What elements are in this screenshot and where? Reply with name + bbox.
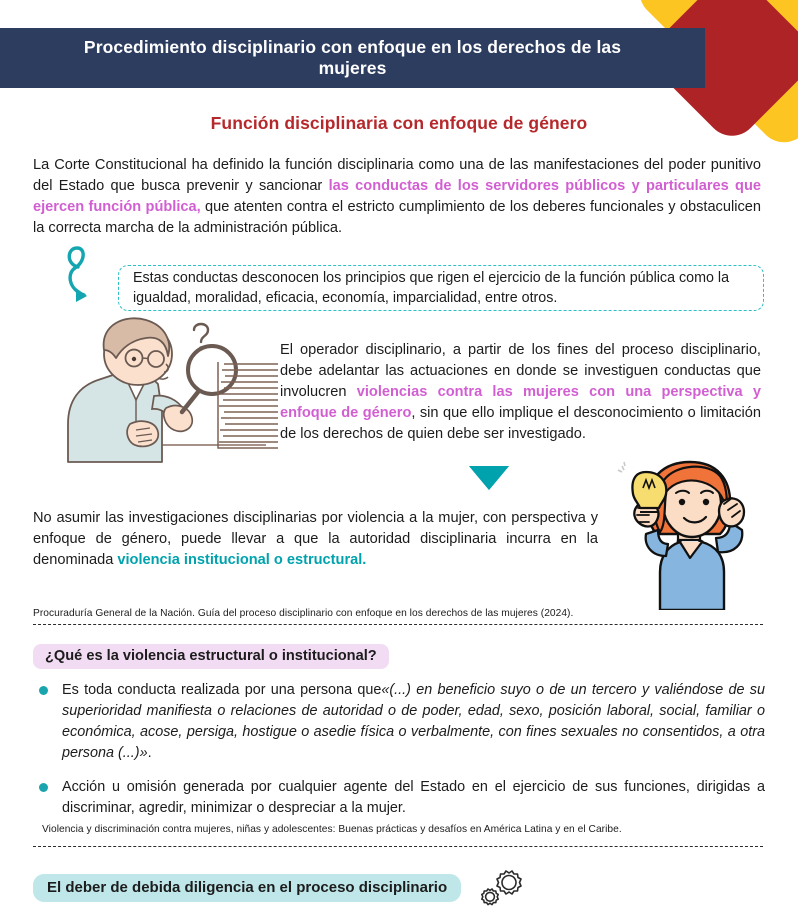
list-item bbox=[33, 680, 765, 764]
bullet-dot-icon bbox=[39, 686, 48, 695]
paragraph-operator bbox=[280, 340, 761, 445]
paragraph-definition bbox=[33, 155, 761, 239]
question-heading: ¿Qué es la violencia estructural o institucional? bbox=[33, 644, 389, 669]
callout-principles bbox=[118, 265, 764, 311]
yellow-diamond-icon bbox=[719, 0, 798, 57]
source-citation-2: Violencia y discriminación contra mujeres, niñas y adolescentes: Buenas prácticas y desafíos en América Latina y en el Caribe. bbox=[42, 824, 622, 835]
callout-text: Estas conductas desconocen los principios que rigen el ejercicio de la función pública como la igualdad, moralidad, eficacia, economía, imparcialidad, entre otros. bbox=[133, 269, 730, 306]
bullet-1-tail: . bbox=[147, 745, 152, 762]
divider-1 bbox=[33, 624, 763, 625]
paragraph-institutional-violence bbox=[33, 508, 598, 571]
chevron-down-icon bbox=[466, 462, 512, 494]
curly-arrow-icon bbox=[60, 243, 122, 311]
paragraph-3-highlight: violencia institucional o estructural. bbox=[117, 552, 367, 568]
bullet-2-lead: Acción u omisión generada por cualquier agente del Estado en el ejercicio de sus funciones, dirigidas a discriminar, agredir, minimizar o despreciar a la mujer. bbox=[62, 779, 765, 817]
list-item-text bbox=[62, 680, 765, 764]
list-item-text bbox=[62, 777, 765, 819]
woman-lightbulb-idea-illustration bbox=[604, 460, 769, 610]
paragraph-1-part-b: que atenten contra el estricto cumplimiento de los deberes funcionales y obstaculicen la correcta marcha de la administración pública. bbox=[33, 199, 761, 236]
section-title: Función disciplinaria con enfoque de género bbox=[210, 113, 588, 133]
bullet-dot-icon bbox=[39, 783, 48, 792]
paragraph-3-part-a: No asumir las investigaciones disciplinarias por violencia a la mujer, con perspectiva y enfoque de género, puede llevar a que la autoridad disciplinaria incurra en la denominada bbox=[33, 510, 598, 568]
header-bar bbox=[0, 28, 705, 88]
paragraph-2-highlight: violencias contra las mujeres con una perspectiva y enfoque de género bbox=[280, 384, 761, 421]
divider-2 bbox=[33, 846, 763, 847]
paragraph-1-highlight: las conductas de los servidores públicos y particulares que ejercen función pública, bbox=[33, 178, 761, 215]
paragraph-2-part-b: , sin que ello implique el desconocimiento o limitación de los derechos de quien debe ser investigado. bbox=[280, 405, 761, 442]
bullet-list bbox=[33, 680, 765, 832]
paragraph-1-part-a: La Corte Constitucional ha definido la función disciplinaria como una de las manifestaciones del poder punitivo del Estado que busca prevenir y sancionar bbox=[33, 157, 761, 194]
page-title: Procedimiento disciplinario con enfoque en los derechos de las mujeres bbox=[83, 36, 622, 78]
gears-icon bbox=[478, 868, 522, 906]
bullet-1-quote: «(...) en beneficio suyo o de un tercero y valiéndose de su superioridad manifiesta o relaciones de autoridad o de poder, edad, sexo, posición laboral, social, familiar o económica, acose, persiga, hostigue o asedie física o verbalmente, con fines sexuales no consentidos, a otra persona (...)» bbox=[62, 682, 765, 762]
paragraph-2-part-a: El operador disciplinario, a partir de los fines del proceso disciplinario, debe adelantar las actuaciones en donde se investiguen conductas que involucren bbox=[280, 342, 761, 400]
bullet-1-lead: Es toda conducta realizada por una persona que bbox=[62, 682, 382, 698]
source-citation-1: Procuraduría General de la Nación. Guía del proceso disciplinario con enfoque en los derechos de las mujeres (2024). bbox=[33, 608, 574, 619]
person-magnifier-documents-illustration bbox=[66, 312, 278, 472]
footer-section-heading: El deber de debida diligencia en el proceso disciplinario bbox=[33, 874, 461, 902]
list-item bbox=[33, 777, 765, 819]
